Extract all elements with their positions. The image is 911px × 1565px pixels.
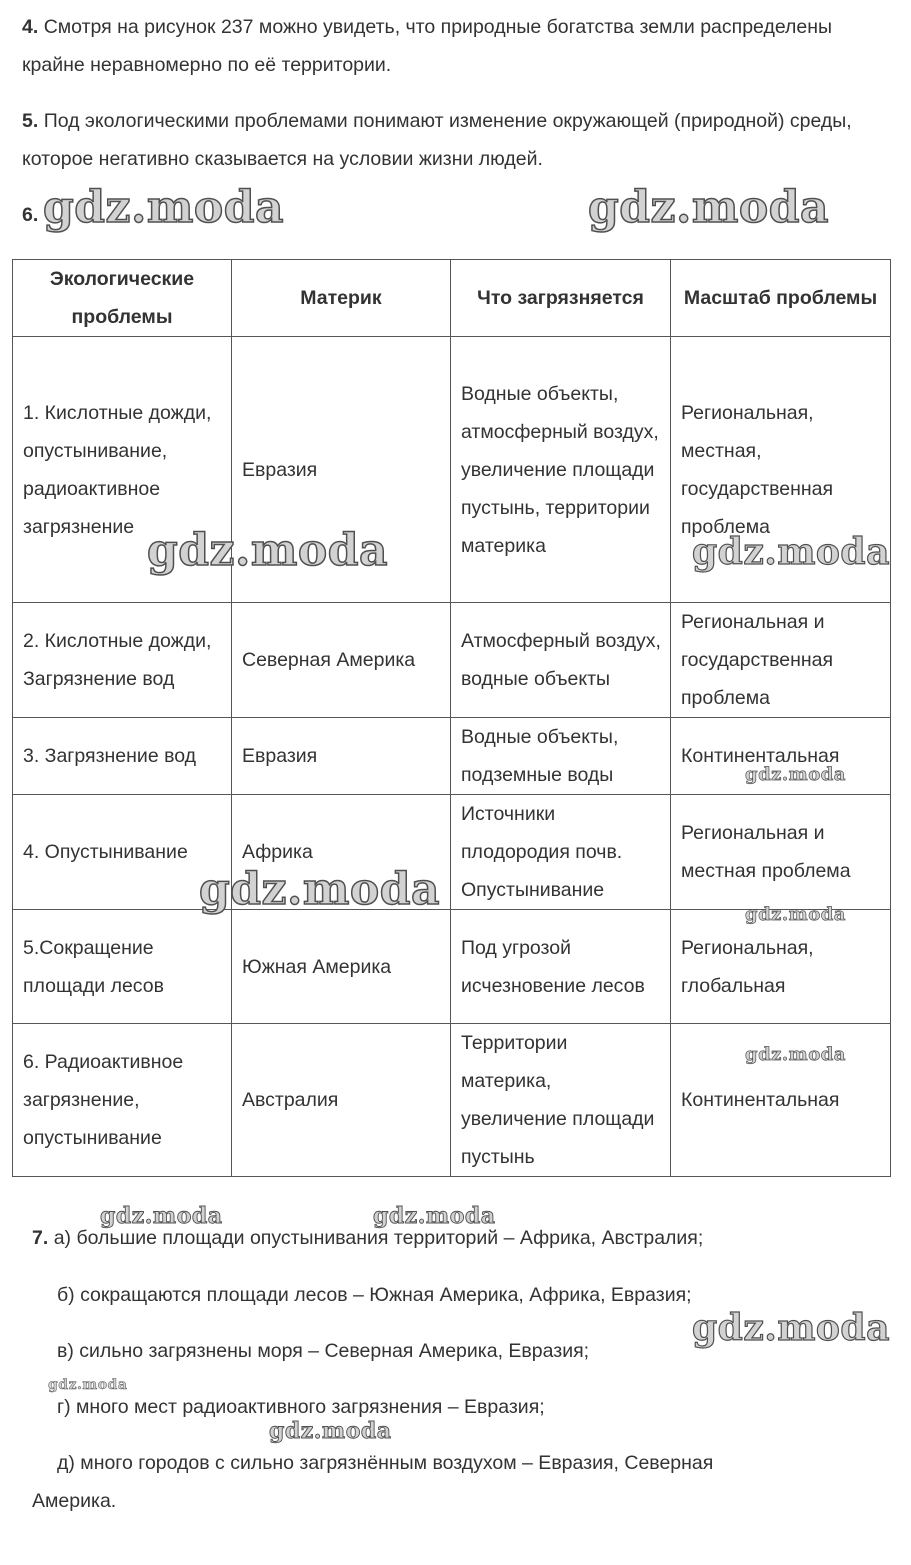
item-7-number: 7. (32, 1227, 49, 1249)
item-5-paragraph (22, 102, 882, 178)
table-row (13, 1024, 891, 1177)
item-5-text: Под экологическими проблемами понимают изменение окружающей (природной) среды, которое негативно сказывается на условии жизни людей. (22, 110, 852, 170)
watermark: gdz.moda (588, 182, 830, 233)
watermark: gdz.moda (147, 525, 389, 576)
cell-scale: Региональная и государственная проблема (671, 603, 891, 718)
cell-scale: Региональная, местная, государственная проблема (671, 337, 891, 603)
item-4-paragraph (22, 8, 882, 84)
item-7-line-d2: Америка. (32, 1490, 117, 1512)
item-5-number: 5. (22, 110, 39, 132)
item-6-paragraph (22, 196, 882, 234)
item-4-text: Смотря на рисунок 237 можно увидеть, что природные богатства земли распределены крайне неравномерно по её территории. (22, 16, 833, 76)
watermark: gdz.moda (692, 1307, 890, 1349)
ecological-problems-table (12, 259, 891, 1177)
table-header-row (13, 260, 891, 337)
header-problems: Экологические проблемы (13, 260, 232, 337)
cell-scale: Региональная, глобальная (671, 910, 891, 1024)
cell-continent: Северная Америка (232, 603, 451, 718)
table-row (13, 603, 891, 718)
watermark: gdz.moda (692, 531, 890, 573)
item-7-line-d1: д) много городов с сильно загрязнённым воздухом – Евразия, Северная (57, 1452, 714, 1474)
table-row (13, 337, 891, 603)
cell-polluted: Территории материка, увеличение площади пустынь (451, 1024, 671, 1177)
watermark: gdz.moda (43, 182, 285, 233)
cell-problem: 1. Кислотные дожди, опустынивание, радиоактивное загрязнение (13, 337, 232, 603)
cell-scale: Региональная и местная проблема (671, 795, 891, 910)
cell-problem: 6. Радиоактивное загрязнение, опустынивание (13, 1024, 232, 1177)
header-continent: Материк (232, 260, 451, 337)
table-row (13, 910, 891, 1024)
cell-scale: Континентальная (671, 1024, 891, 1177)
cell-problem: 4. Опустынивание (13, 795, 232, 910)
cell-continent: Евразия (232, 718, 451, 795)
watermark: gdz.moda (373, 1203, 496, 1229)
item-6-number: 6. (22, 204, 39, 226)
header-polluted: Что загрязняется (451, 260, 671, 337)
item-4-number: 4. (22, 16, 39, 38)
cell-scale: Континентальная (671, 718, 891, 795)
cell-polluted: Атмосферный воздух, водные объекты (451, 603, 671, 718)
watermark: gdz.moda (100, 1203, 223, 1229)
cell-polluted: Водные объекты, подземные воды (451, 718, 671, 795)
cell-continent: Австралия (232, 1024, 451, 1177)
watermark: gdz.moda (199, 864, 441, 915)
item-7-line-g: г) много мест радиоактивного загрязнения – Евразия; (57, 1396, 545, 1418)
watermark: gdz.moda (745, 1044, 846, 1065)
cell-continent: Евразия (232, 337, 451, 603)
cell-polluted: Источники плодородия почв. Опустынивание (451, 795, 671, 910)
table-row (13, 795, 891, 910)
header-scale: Масштаб проблемы (671, 260, 891, 337)
watermark: gdz.moda (48, 1377, 128, 1393)
item-7-line-v: в) сильно загрязнены моря – Северная Америка, Евразия; (57, 1340, 590, 1362)
cell-polluted: Водные объекты, атмосферный воздух, увеличение площади пустынь, территории материка (451, 337, 671, 603)
cell-polluted: Под угрозой исчезновение лесов (451, 910, 671, 1024)
watermark: gdz.moda (745, 764, 846, 785)
cell-problem: 5.Сокращение площади лесов (13, 910, 232, 1024)
watermark: gdz.moda (745, 904, 846, 925)
cell-problem: 2. Кислотные дожди, Загрязнение вод (13, 603, 232, 718)
table-row (13, 718, 891, 795)
item-7-line-b: б) сокращаются площади лесов – Южная Америка, Африка, Евразия; (57, 1284, 692, 1306)
cell-problem: 3. Загрязнение вод (13, 718, 232, 795)
cell-continent: Африка (232, 795, 451, 910)
cell-continent: Южная Америка (232, 910, 451, 1024)
watermark: gdz.moda (269, 1418, 392, 1444)
item-7-a-text: а) большие площади опустынивания территорий – Африка, Австралия; (53, 1227, 704, 1249)
item-7-line-a (32, 1219, 703, 1257)
